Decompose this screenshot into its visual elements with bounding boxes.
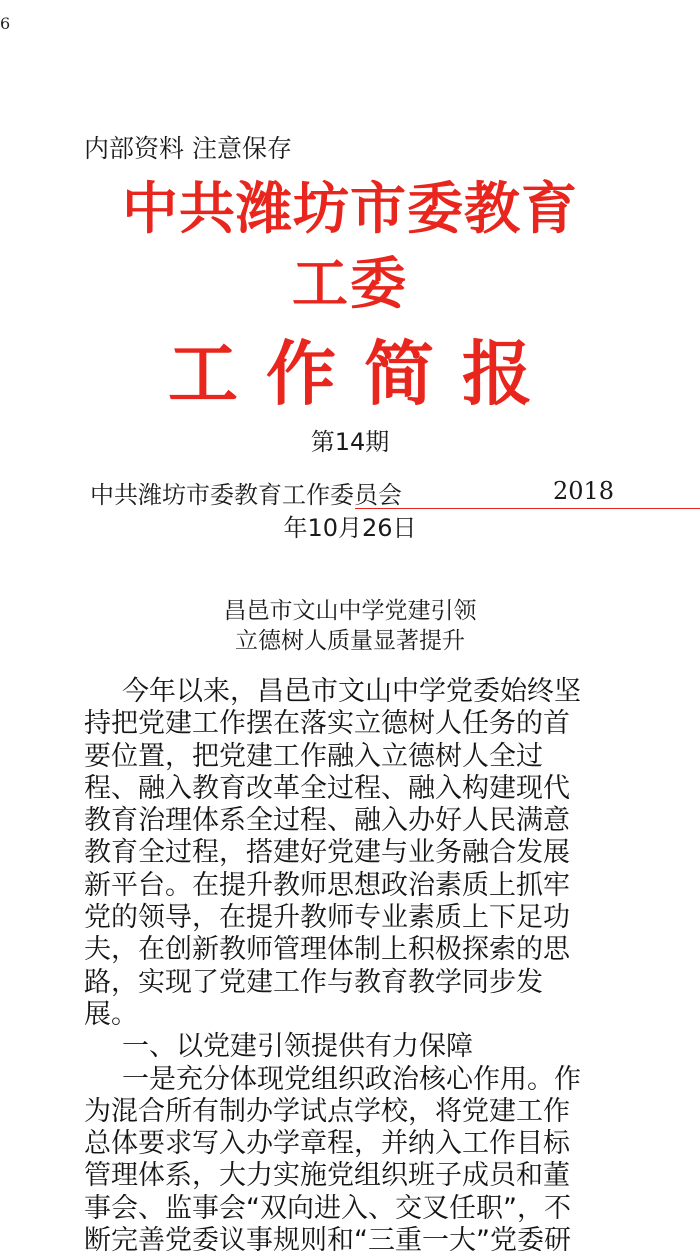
- body-line: 新平台。在提升教师思想政治素质上抓牢: [84, 869, 570, 901]
- masthead-title-line1: 中共潍坊市委教育: [122, 177, 578, 242]
- body-line: 教育治理体系全过程、融入办好人民满意: [84, 805, 570, 837]
- page-number: 6: [0, 14, 11, 33]
- body-line: 党的领导，在提升教师专业素质上下足功: [84, 902, 570, 934]
- body-line: 为混合所有制办学试点学校，将党建工作: [84, 1095, 570, 1127]
- article-title-line1: 昌邑市文山中学党建引领: [223, 598, 477, 624]
- section-heading: 一、以党建引领提供有力保障: [122, 1031, 473, 1063]
- body-line: 管理体系，大力实施党组织班子成员和董: [84, 1160, 570, 1192]
- body-line: 路，实现了党建工作与教育教学同步发: [84, 966, 543, 998]
- issue-year: 2018: [553, 477, 615, 505]
- body-line: 程、融入教育改革全过程、融入构建现代: [84, 772, 570, 804]
- body-line: 一是充分体现党组织政治核心作用。作: [122, 1063, 581, 1095]
- body-line: 今年以来，昌邑市文山中学党委始终坚: [122, 676, 581, 707]
- body-line: 教育全过程，搭建好党建与业务融合发展: [84, 837, 570, 869]
- body-line: 断完善党委议事规则和“三重一大”党委研: [84, 1225, 571, 1257]
- body-line: 夫，在创新教师管理体制上积极探索的思: [84, 934, 570, 966]
- masthead-title-line3: 工作简报: [168, 333, 560, 415]
- body-line: 持把党建工作摆在落实立德树人任务的首: [84, 708, 570, 740]
- masthead-title-line2: 工委: [292, 252, 408, 317]
- classification-label: 内部资料 注意保存: [84, 134, 292, 163]
- body-line: 展。: [84, 998, 138, 1030]
- body-line: 要位置，把党建工作融入立德树人全过: [84, 740, 543, 772]
- issue-date: 年10月26日: [283, 514, 417, 542]
- issuer-name: 中共潍坊市委教育工作委员会: [90, 481, 402, 509]
- body-line: 总体要求写入办学章程，并纳入工作目标: [84, 1128, 570, 1160]
- body-line: 事会、监事会“双向进入、交叉任职”，不: [84, 1192, 571, 1224]
- article-body: [84, 676, 624, 1257]
- article-title-line2: 立德树人质量显著提升: [235, 628, 465, 654]
- issue-number: 第14期: [310, 428, 390, 456]
